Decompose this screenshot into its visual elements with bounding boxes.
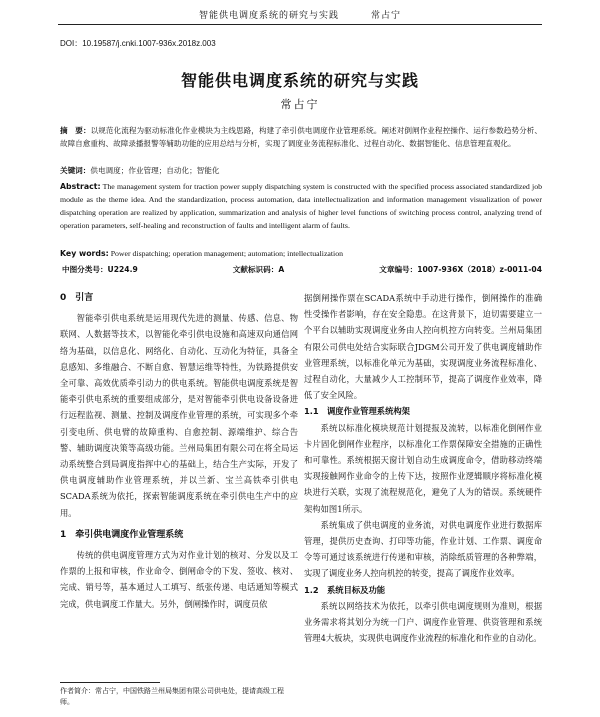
keywords-cn-label: 关键词： bbox=[60, 166, 91, 175]
footnote-rule bbox=[60, 682, 160, 683]
abstract-en-text: The management system for traction power supply dispatching system is constructed with the specified process associated standardized job module as the theme idea. And the standardization, process automation, data intellectualization and information management visualization of power dispatching operation are realized by application, summarization and analysis of higher level functions of switching process control, analyzing trend of operation parameters, self-healing and reconstruction of faults and intelligent alarm of faults. bbox=[60, 182, 543, 230]
abstract-cn-text: 以规范化流程为驱动标准化作业模块为主线思路，构建了牵引供电调度作业管理系统。阐述对倒闸作业程控操作、运行参数趋势分析、故障自愈重构、故障录播报警等辅助功能的应用总结与分析，实现了调度业务流程标准化、过程自动化、数据智能化、信息管理直观化。 bbox=[60, 126, 542, 148]
classification-line bbox=[62, 264, 542, 275]
running-header bbox=[0, 8, 600, 21]
keywords-en-text: Power dispatching; operation management; automation; intellectualization bbox=[110, 249, 344, 258]
keywords-cn-text: 供电调度；作业管理；自动化；智能化 bbox=[90, 166, 220, 175]
abstract-cn bbox=[60, 124, 542, 150]
running-author: 常占宁 bbox=[370, 11, 401, 21]
document-code: 文献标识码：A bbox=[232, 265, 285, 274]
paper-author: 常占宁 bbox=[280, 98, 320, 111]
continued-paragraph: 据倒闸操作票在SCADA系统中手动进行操作，倒闸操作的准确性受操作者影响，存在安全隐患。在这背景下，迫切需要建立一个平台以辅助实现调度业务由人控向机控方向转变。兰州局集团有限公司供电处结合实际联合JDGM公司开发了供电调度辅助作业管理系统，以标准化单元为基础，实现调度业务流程标准化、过程自动化，大量减少人工控制环节，提高了调度作业效率，降低了安全风险。 bbox=[304, 293, 542, 401]
section-intro-heading: 0 引言 bbox=[60, 293, 94, 303]
header-rule bbox=[58, 24, 542, 25]
keywords-en-label: Key words: bbox=[60, 249, 109, 258]
section-1-paragraph: 传统的供电调度管理方式为对作业计划的核对、分发以及工作票的上报和审核，作业命令、倒闸命令的下发、签收、核对、完成、销号等，基本通过人工填写、纸张传递、电话通知等模式完成，供电调度工作量大。另外，倒闸操作时，调度员依 bbox=[60, 550, 298, 609]
article-number: 文章编号：1007-936X（2018）z-0011-04 bbox=[379, 265, 542, 274]
section-1-1-heading: 1.1 调度作业管理系统构架 bbox=[304, 406, 410, 417]
right-column bbox=[304, 290, 542, 646]
section-1-heading: 1 牵引供电调度作业管理系统 bbox=[60, 529, 184, 540]
running-title: 智能供电调度系统的研究与实践 bbox=[199, 11, 340, 21]
abstract-en-label: Abstract: bbox=[60, 182, 101, 191]
doi: DOI：10.19587/j.cnki.1007-936x.2018z.003 bbox=[60, 39, 216, 48]
left-column bbox=[60, 290, 298, 612]
section-1-1-paragraph-1: 系统以标准化模块规范计划提报及流转，以标准化倒闸作业卡片固化倒闸作业程序，以标准化工作票保障安全措施的正确性和可靠性。系统根据天窗计划自动生成调度命令，借助移动终端实现接触网作业命令的上传下达，按照作业逻辑顺序将标准化模块进行关联，实现了流程规范化，避免了人为的错误。系统硬件架构如图1所示。 bbox=[304, 422, 542, 514]
keywords-en bbox=[60, 247, 542, 260]
keywords-cn bbox=[60, 164, 542, 177]
section-1-1-paragraph-2: 系统集成了供电调度的业务流，对供电调度作业进行数据库管理，提供历史查询、打印等功能，作业计划、工作票、调度命令等可通过该系统进行传递和审核，消除纸质管理的各种弊端，实现了调度业务人控向机控的转变，提高了调度作业效率。 bbox=[304, 519, 542, 579]
clc-number: 中图分类号：U224.9 bbox=[62, 265, 138, 274]
section-1-2-heading: 1.2 系统目标及功能 bbox=[304, 584, 386, 595]
intro-paragraph: 智能牵引供电系统是运用现代先进的测量、传感、信息、物联网、人数据等技术，以智能化牵引供电设施和高速双向通信网络为基础，以信息化、网络化、自动化、互动化为特征，具备全息感知、多维融合、不断自愈、智慧运维等特性，为铁路提供安全可靠、高效优质牵引动力的供电系统。智能供电调度系统是智能牵引供电系统的重要组成部分，是对智能牵引供电设备设备进行远程监视、测量、控制及调度作业管理的系统，可实现多个牵引变电所、供电臂的故障重构、自愈控制、源端维护、综合告警、辅助调度决策等高级功能。兰州局集团有限公司在将全局运动系统整合到局调度指挥中心的基础上，结合生产实际，开发了供电调度辅助作业管理系统，并以兰新、宝兰高铁牵引供电SCADA系统为依托，探索智能调度系统在牵引供电生产中的应用。 bbox=[60, 313, 298, 518]
abstract-en bbox=[60, 180, 542, 232]
author-footnote: 作者简介：常占宁，中国铁路兰州局集团有限公司供电处，提请高级工程师。 bbox=[60, 687, 284, 706]
section-1-2-paragraph: 系统以网络技术为依托，以牵引供电调度规则为准则，根据业务需求将其划分为统一门户、调度作业管理、供资管理和系统管理4大板块，实现供电调度作业流程的标准化和作业的自动化。 bbox=[304, 600, 542, 644]
paper-title: 智能供电调度系统的研究与实践 bbox=[180, 71, 419, 90]
abstract-cn-label: 摘 要： bbox=[60, 126, 91, 135]
